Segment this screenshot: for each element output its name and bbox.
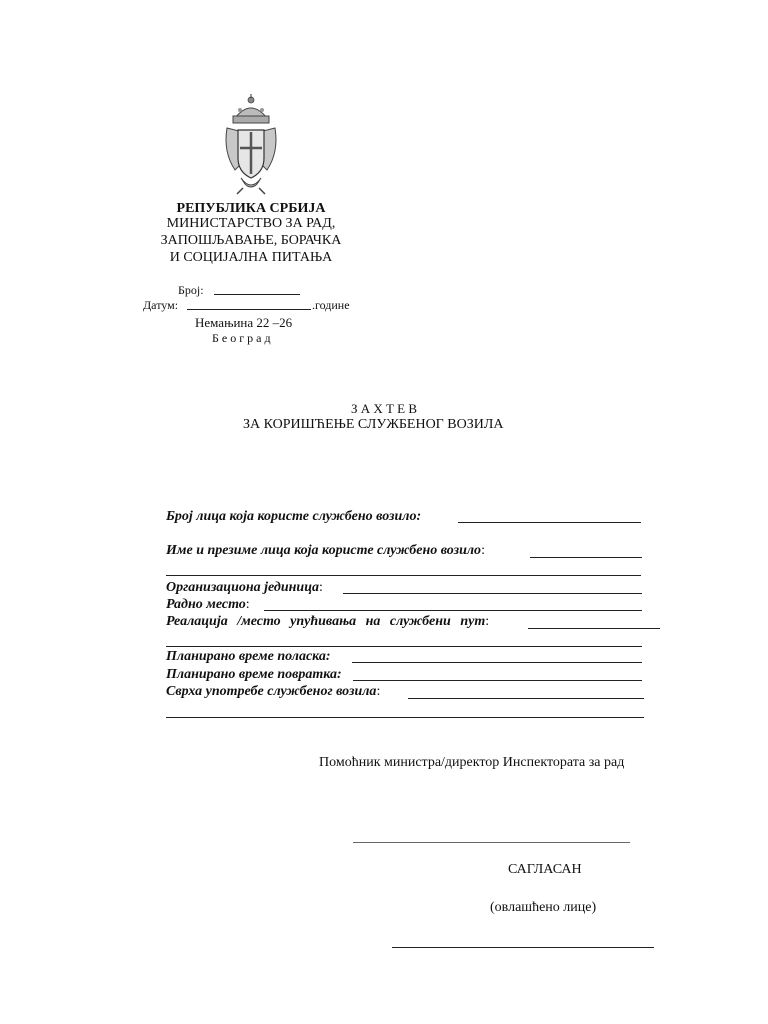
- date-line: [187, 309, 311, 310]
- number-label: Број:: [178, 283, 204, 297]
- route-line-2[interactable]: [166, 646, 642, 647]
- persons-count-line[interactable]: [458, 522, 641, 523]
- persons-count-label: Број лица која користе службено возило:: [166, 509, 422, 524]
- ministry-line-1: МИНИСТАРСТВО ЗА РАД,: [166, 216, 336, 231]
- number-line: [214, 294, 300, 295]
- persons-names-label: Име и презиме лица која користе службено возило:: [166, 543, 485, 558]
- authorized-signature-line[interactable]: [392, 947, 654, 948]
- org-unit-label: Организациона јединица:: [166, 580, 323, 595]
- departure-label: Планирано време поласка:: [166, 649, 331, 664]
- purpose-label: Сврха употребе службеног возила:: [166, 684, 381, 699]
- position-line[interactable]: [264, 610, 642, 611]
- document-title: З А Х Т Е В: [350, 401, 418, 416]
- city: Б е о г р а д: [212, 331, 271, 345]
- document-subtitle: ЗА КОРИШЋЕЊЕ СЛУЖБЕНОГ ВОЗИЛА: [243, 417, 504, 432]
- republic-heading: РЕПУБЛИКА СРБИЈА: [176, 201, 326, 216]
- assistant-minister-signature-line[interactable]: [353, 842, 630, 843]
- persons-names-line-2[interactable]: [166, 575, 641, 576]
- departure-line[interactable]: [352, 662, 642, 663]
- purpose-line-2[interactable]: [166, 717, 644, 718]
- ministry-line-3: И СОЦИЈАЛНА ПИТАЊА: [169, 250, 333, 265]
- return-line[interactable]: [353, 680, 642, 681]
- route-line[interactable]: [528, 628, 660, 629]
- ministry-line-2: ЗАПОШЉАВАЊЕ, БОРАЧКА: [160, 233, 342, 248]
- coat-of-arms-icon: [221, 92, 281, 196]
- approved-label: САГЛАСАН: [508, 862, 582, 877]
- org-unit-line[interactable]: [343, 593, 642, 594]
- purpose-line[interactable]: [408, 698, 644, 699]
- persons-names-line[interactable]: [530, 557, 642, 558]
- authorized-person-label: (овлашћено лице): [490, 900, 597, 915]
- route-label: Реалација /место упућивања на службени пут:: [166, 614, 490, 629]
- return-label: Планирано време повратка:: [166, 667, 342, 682]
- date-suffix: .године: [312, 298, 350, 312]
- assistant-minister-label: Помоћник министра/директор Инспектората за рад: [319, 755, 625, 770]
- address: Немањина 22 –26: [195, 315, 293, 330]
- date-label: Датум:: [143, 298, 179, 312]
- position-label: Радно место:: [166, 597, 250, 612]
